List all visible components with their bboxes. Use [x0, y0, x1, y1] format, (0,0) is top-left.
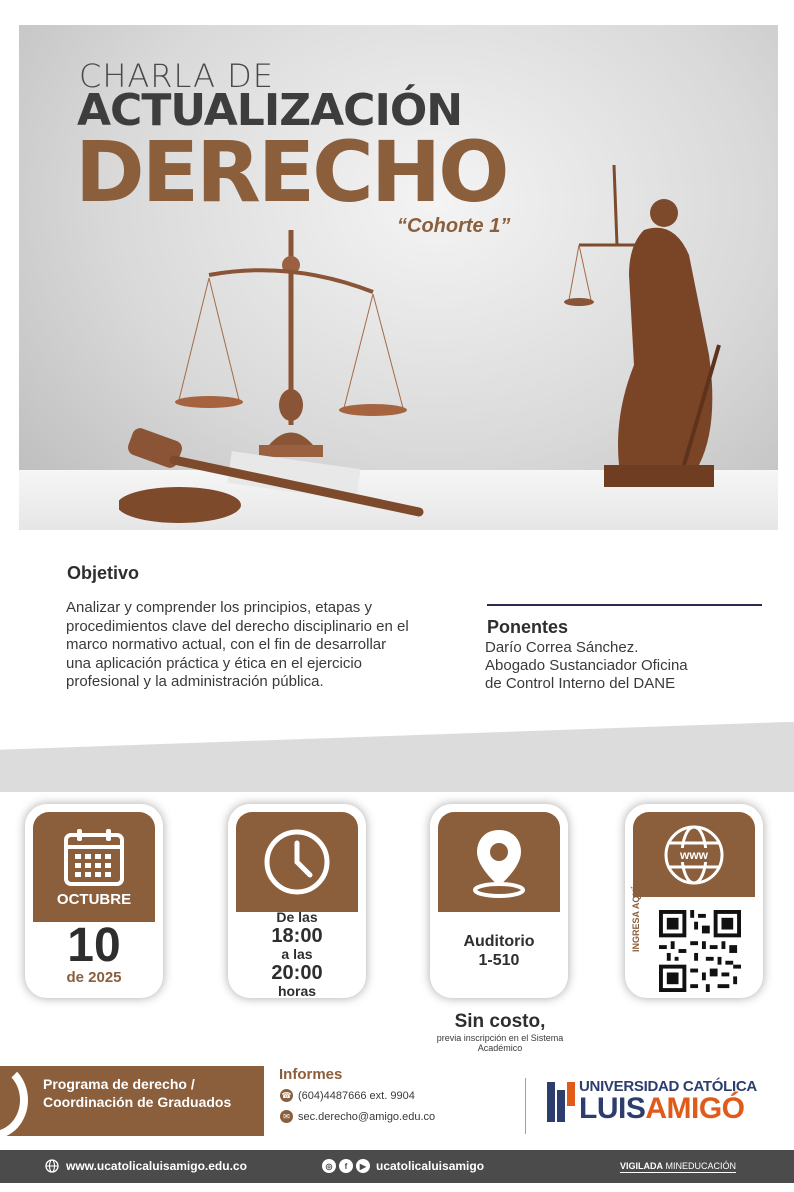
time-start: 18:00	[271, 925, 323, 947]
university-logo-mark-icon	[547, 1082, 575, 1122]
cost-note	[420, 1011, 580, 1053]
date-month: OCTUBRE	[56, 890, 132, 908]
time-to-label: a las	[281, 946, 313, 962]
ponentes-text	[485, 639, 775, 693]
logo-text-luis: LUIS	[579, 1092, 646, 1125]
gray-band	[0, 750, 794, 792]
vigilada-mineducacion-label	[620, 1161, 736, 1173]
web-card-header	[633, 812, 755, 897]
objetivo-heading: Objetivo	[67, 563, 140, 583]
time-card-header	[236, 812, 358, 912]
phone-icon: ☎	[281, 1091, 292, 1100]
hero-title-line1: CHARLA DE	[79, 57, 275, 95]
web-card[interactable]	[625, 804, 763, 998]
place-text	[430, 932, 568, 970]
vigilada-text: VIGILADA	[620, 1161, 664, 1171]
email-address: sec.derecho@amigo.edu.co	[298, 1110, 436, 1123]
time-from-label: De las	[276, 909, 318, 925]
ponente-role-line1: Abogado Sustanciador Oficina	[485, 657, 688, 674]
location-pin-icon	[469, 826, 529, 898]
logo-divider	[525, 1078, 526, 1134]
www-label: www	[679, 847, 709, 862]
date-year: de 2025	[66, 969, 122, 986]
footer-social-handle: ucatolicaluisamigo	[376, 1159, 485, 1173]
clock-icon	[262, 827, 332, 897]
footer-social[interactable]	[322, 1159, 484, 1173]
place-card	[430, 804, 568, 998]
logo-text-bottom	[579, 1094, 745, 1124]
place-card-header	[438, 812, 560, 912]
contact-phone[interactable]	[280, 1089, 415, 1102]
time-card	[228, 804, 366, 998]
informes-heading: Informes	[279, 1066, 343, 1083]
hero-subtitle: “Cohorte 1”	[397, 215, 511, 237]
email-icon: ✉	[280, 1110, 293, 1123]
time-range	[228, 909, 366, 1000]
time-end: 20:00	[271, 962, 323, 984]
university-logo	[547, 1078, 757, 1126]
globe-www-icon	[662, 823, 726, 887]
calendar-icon	[63, 827, 125, 887]
date-card	[25, 804, 163, 998]
cost-title: Sin costo,	[454, 1011, 546, 1032]
objetivo-text: Analizar y comprender los principios, etapas y procedimientos clave del derecho disciplinario en el marco normativo actual, con el fin de desarrollar una aplicación práctica y ética en el ejercicio profesional y la administración pública.	[66, 599, 409, 690]
qr-code-icon[interactable]	[659, 910, 741, 992]
date-card-header	[33, 812, 155, 922]
ponente-role-line2: de Control Interno del DANE	[485, 675, 676, 692]
instagram-icon[interactable]: ◎	[322, 1159, 336, 1173]
gavel-image	[119, 420, 449, 530]
lady-justice-statue-image	[559, 165, 739, 495]
logo-text-amigo: AMIGÓ	[645, 1092, 745, 1125]
footer-website-text: www.ucatolicaluisamigo.edu.co	[66, 1159, 247, 1173]
ponentes-divider	[487, 604, 762, 606]
logo-text-top: UNIVERSIDAD CATÓLICA	[579, 1078, 757, 1095]
contact-email[interactable]	[280, 1110, 435, 1123]
place-line1: Auditorio	[463, 933, 535, 950]
hero-title-line3: DERECHO	[75, 123, 507, 221]
mineducacion-text: MINEDUCACIÓN	[665, 1161, 737, 1171]
hero-banner	[19, 25, 778, 530]
ponentes-heading: Ponentes	[487, 617, 569, 637]
date-day: 10	[67, 919, 121, 972]
globe-icon	[45, 1159, 59, 1173]
place-line2: 1-510	[478, 952, 520, 969]
facebook-icon[interactable]: f	[339, 1159, 353, 1173]
footer-bar	[0, 1150, 794, 1183]
cost-subnote: previa inscripción en el Sistema Académico	[436, 1033, 564, 1053]
time-unit: horas	[277, 983, 317, 999]
phone-number: (604)4487666 ext. 9904	[298, 1089, 415, 1102]
hero-title-line2: ACTUALIZACIÓN	[77, 85, 463, 136]
youtube-icon[interactable]: ▶	[356, 1159, 370, 1173]
program-text: Programa de derecho / Coordinación de Graduados	[43, 1076, 232, 1110]
ingresa-aqui-label: INGRESA AQUÍ	[631, 886, 641, 952]
footer-website[interactable]	[45, 1159, 247, 1173]
ponente-name: Darío Correa Sánchez.	[485, 639, 639, 656]
